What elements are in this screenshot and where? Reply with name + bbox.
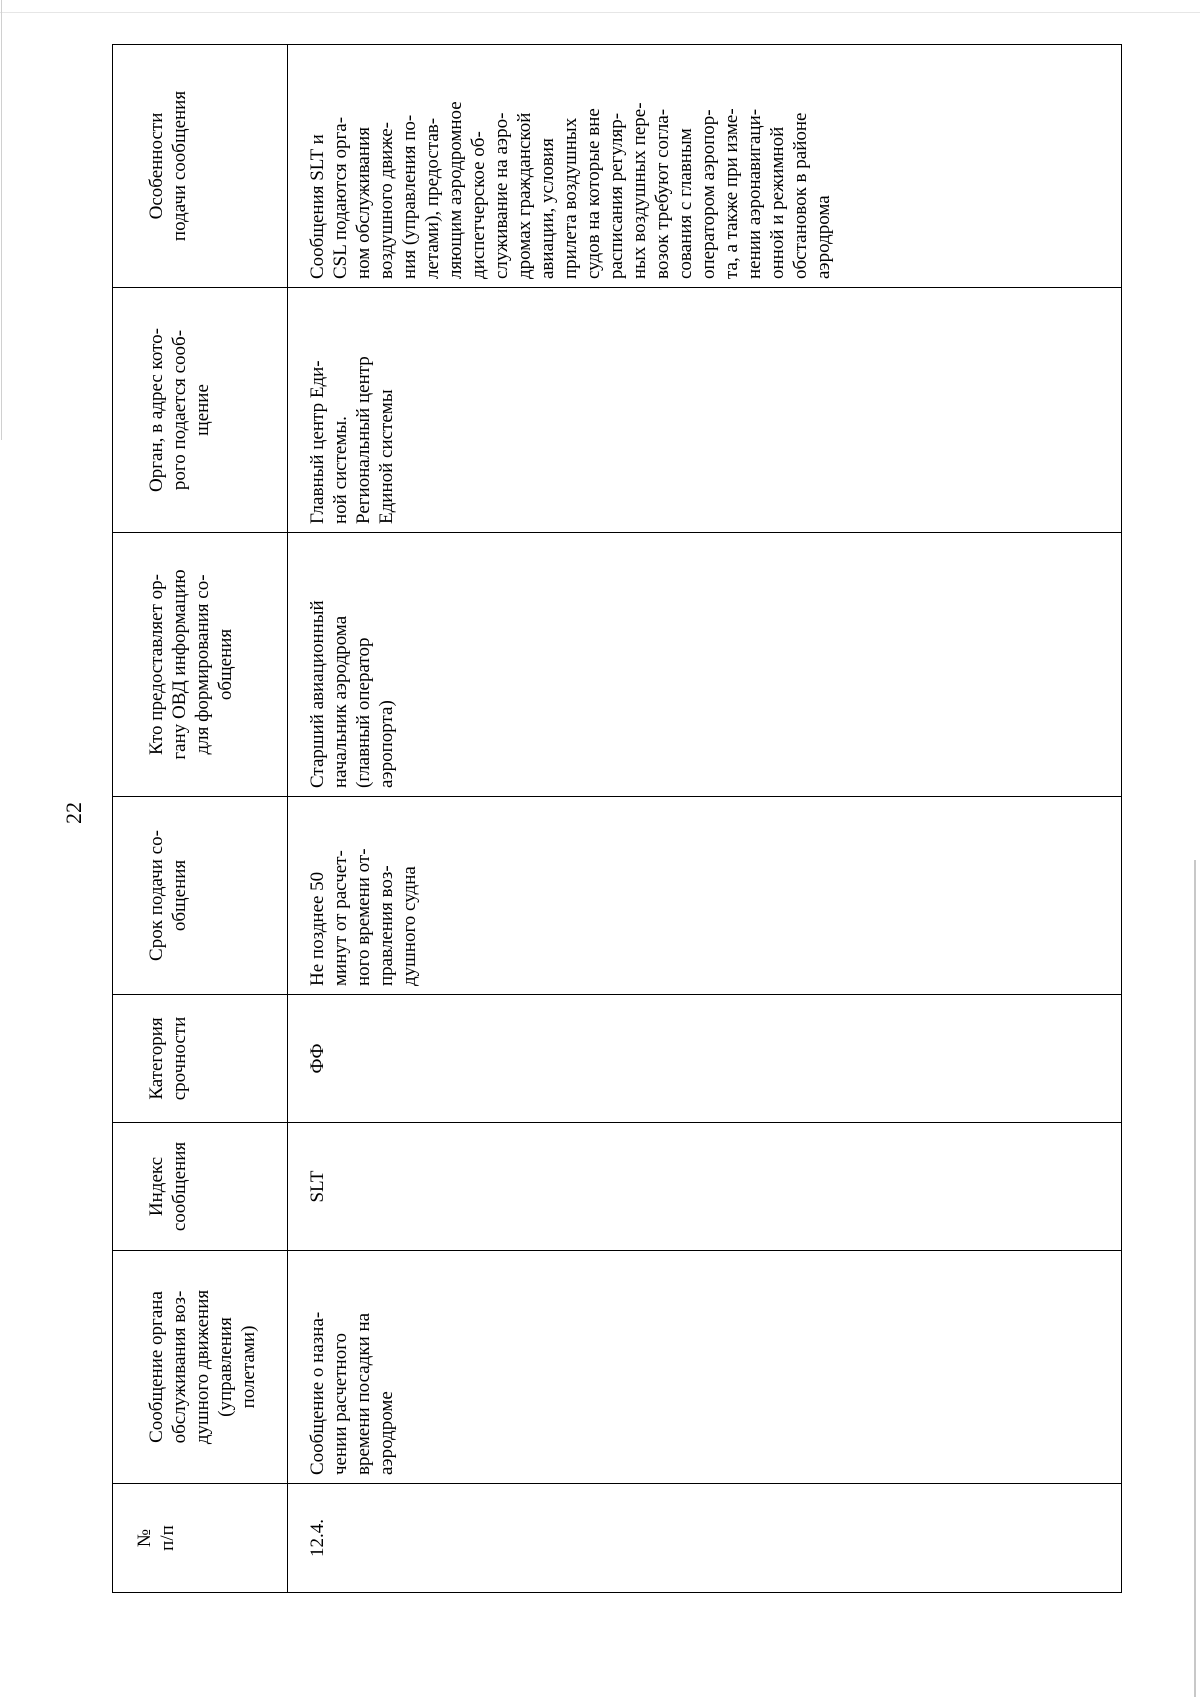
page-number: 22 [61, 802, 86, 824]
header-deadline: Срок подачи со- общения [113, 797, 288, 995]
header-urgency: Категория срочности [113, 995, 288, 1123]
cell-message: Сообщение о назна- чении расчетного времени посадки на аэродроме [288, 1251, 1122, 1484]
scan-edge-right [1194, 860, 1196, 1697]
rotated-table-container [112, 45, 1122, 1593]
cell-recipient [288, 288, 1122, 533]
table-row [288, 45, 1122, 1593]
scan-edge-left [1, 0, 2, 440]
scan-edge-top [0, 12, 1200, 13]
header-number: № п/п [113, 1484, 288, 1593]
message-table [112, 44, 1122, 1593]
cell-provider: Старший авиационный начальник аэродрома (главный оператор аэропорта) [288, 533, 1122, 797]
header-message: Сообщение органа обслуживания воз- душного движения (управления полетами) [113, 1251, 288, 1484]
cell-deadline: Не позднее 50 минут от расчет- ного времени от- правления воз- душного судна [288, 797, 1122, 995]
recipient-regional-center: Региональный центр Единой системы [353, 356, 397, 524]
cell-features: Сообщения SLT и CSL подаются орга- ном обслуживания воздушного движе- ния (управления по- летами), предостав- ляющим аэродромное диспетчерское об- служивание на аэро- дромах гражданской авиации, условия прилета воздушных судов на которые вне расписания регуляр- ных воздушных пере- возок требуют согла- сования с главным оператором аэропор- та, а также при изме- нении аэронавигаци- онной и режимной обстановок в районе аэродрома [288, 45, 1122, 288]
recipient-main-center: Главный центр Еди- ной системы. [307, 360, 351, 524]
cell-urgency: ФФ [288, 995, 1122, 1123]
header-provider: Кто предоставляет ор- гану ОВД информацию для формирования со- общения [113, 533, 288, 797]
header-index: Индекс сообщения [113, 1123, 288, 1251]
header-features: Особенности подачи сообщения [113, 45, 288, 288]
header-recipient: Орган, в адрес кото- рого подается сооб- щение [113, 288, 288, 533]
cell-number: 12.4. [288, 1484, 1122, 1593]
cell-index: SLT [288, 1123, 1122, 1251]
table-header-row [113, 45, 288, 1593]
